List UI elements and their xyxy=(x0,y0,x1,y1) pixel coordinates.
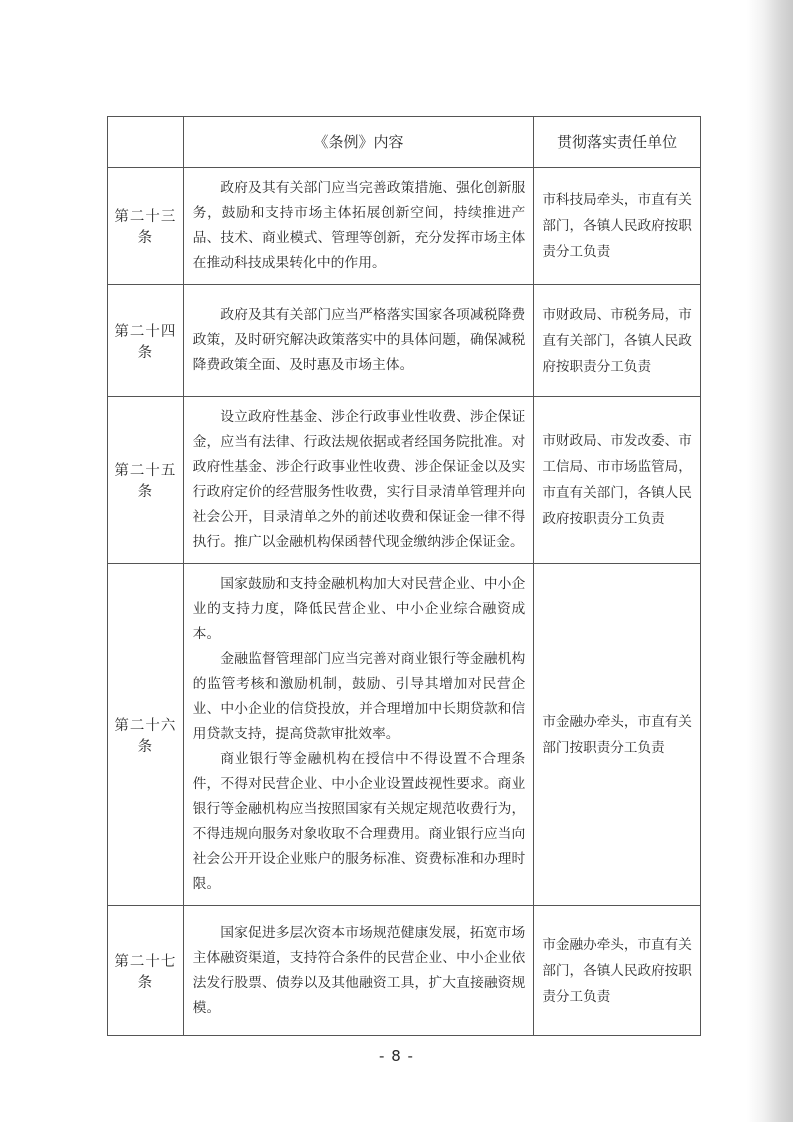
responsible-unit: 市金融办牵头，市直有关部门按职责分工负责 xyxy=(534,564,701,906)
table-row xyxy=(108,397,701,564)
article-number: 第二十七条 xyxy=(108,906,184,1036)
page-number: - 8 - xyxy=(379,1047,414,1065)
table-row xyxy=(108,168,701,285)
table-row xyxy=(108,906,701,1036)
table-header-row xyxy=(108,117,701,168)
table-row xyxy=(108,564,701,906)
regulation-table xyxy=(107,116,701,1036)
article-number: 第二十五条 xyxy=(108,397,184,564)
responsible-unit: 市财政局、市发改委、市工信局、市市场监管局，市直有关部门，各镇人民政府按职责分工负责 xyxy=(534,397,701,564)
article-content xyxy=(183,168,534,285)
header-article xyxy=(108,117,184,168)
content-paragraph: 设立政府性基金、涉企行政事业性收费、涉企保证金，应当有法律、行政法规依据或者经国务院批准。对政府性基金、涉企行政事业性收费、涉企保证金以及实行政府定价的经营服务性收费，实行目录清单管理并向社会公开，目录清单之外的前述收费和保证金一律不得执行。推广以金融机构保函替代现金缴纳涉企保证金。 xyxy=(192,409,526,550)
article-number: 第二十三条 xyxy=(108,168,184,285)
article-content xyxy=(183,564,534,906)
content-paragraph: 商业银行等金融机构在授信中不得设置不合理条件，不得对民营企业、中小企业设置歧视性要求。商业银行等金融机构应当按照国家有关规定规范收费行为，不得违规向服务对象收取不合理费用。商业银行应当向社会公开开设企业账户的服务标准、资费标准和办理时限。 xyxy=(192,751,526,892)
article-number: 第二十六条 xyxy=(108,564,184,906)
scan-page-edge xyxy=(747,0,793,1122)
content-paragraph: 国家鼓励和支持金融机构加大对民营企业、中小企业的支持力度，降低民营企业、中小企业综合融资成本。 xyxy=(192,576,526,642)
article-number: 第二十四条 xyxy=(108,285,184,397)
header-responsible-unit: 贯彻落实责任单位 xyxy=(534,117,701,168)
table-row xyxy=(108,285,701,397)
content-paragraph: 金融监督管理部门应当完善对商业银行等金融机构的监管考核和激励机制，鼓励、引导其增加对民营企业、中小企业的信贷投放，并合理增加中长期贷款和信用贷款支持，提高贷款审批效率。 xyxy=(192,651,526,742)
header-content: 《条例》内容 xyxy=(183,117,534,168)
responsible-unit: 市科技局牵头，市直有关部门，各镇人民政府按职责分工负责 xyxy=(534,168,701,285)
content-paragraph: 政府及其有关部门应当完善政策措施、强化创新服务，鼓励和支持市场主体拓展创新空间，持续推进产品、技术、商业模式、管理等创新，充分发挥市场主体在推动科技成果转化中的作用。 xyxy=(192,180,526,271)
article-content xyxy=(183,906,534,1036)
article-content xyxy=(183,397,534,564)
content-paragraph: 政府及其有关部门应当严格落实国家各项减税降费政策，及时研究解决政策落实中的具体问题，确保减税降费政策全面、及时惠及市场主体。 xyxy=(192,307,526,373)
content-paragraph: 国家促进多层次资本市场规范健康发展，拓宽市场主体融资渠道，支持符合条件的民营企业、中小企业依法发行股票、债券以及其他融资工具，扩大直接融资规模。 xyxy=(192,924,526,1016)
article-content xyxy=(183,285,534,397)
responsible-unit: 市财政局、市税务局，市直有关部门，各镇人民政府按职责分工负责 xyxy=(534,285,701,397)
responsible-unit: 市金融办牵头，市直有关部门，各镇人民政府按职责分工负责 xyxy=(534,906,701,1036)
